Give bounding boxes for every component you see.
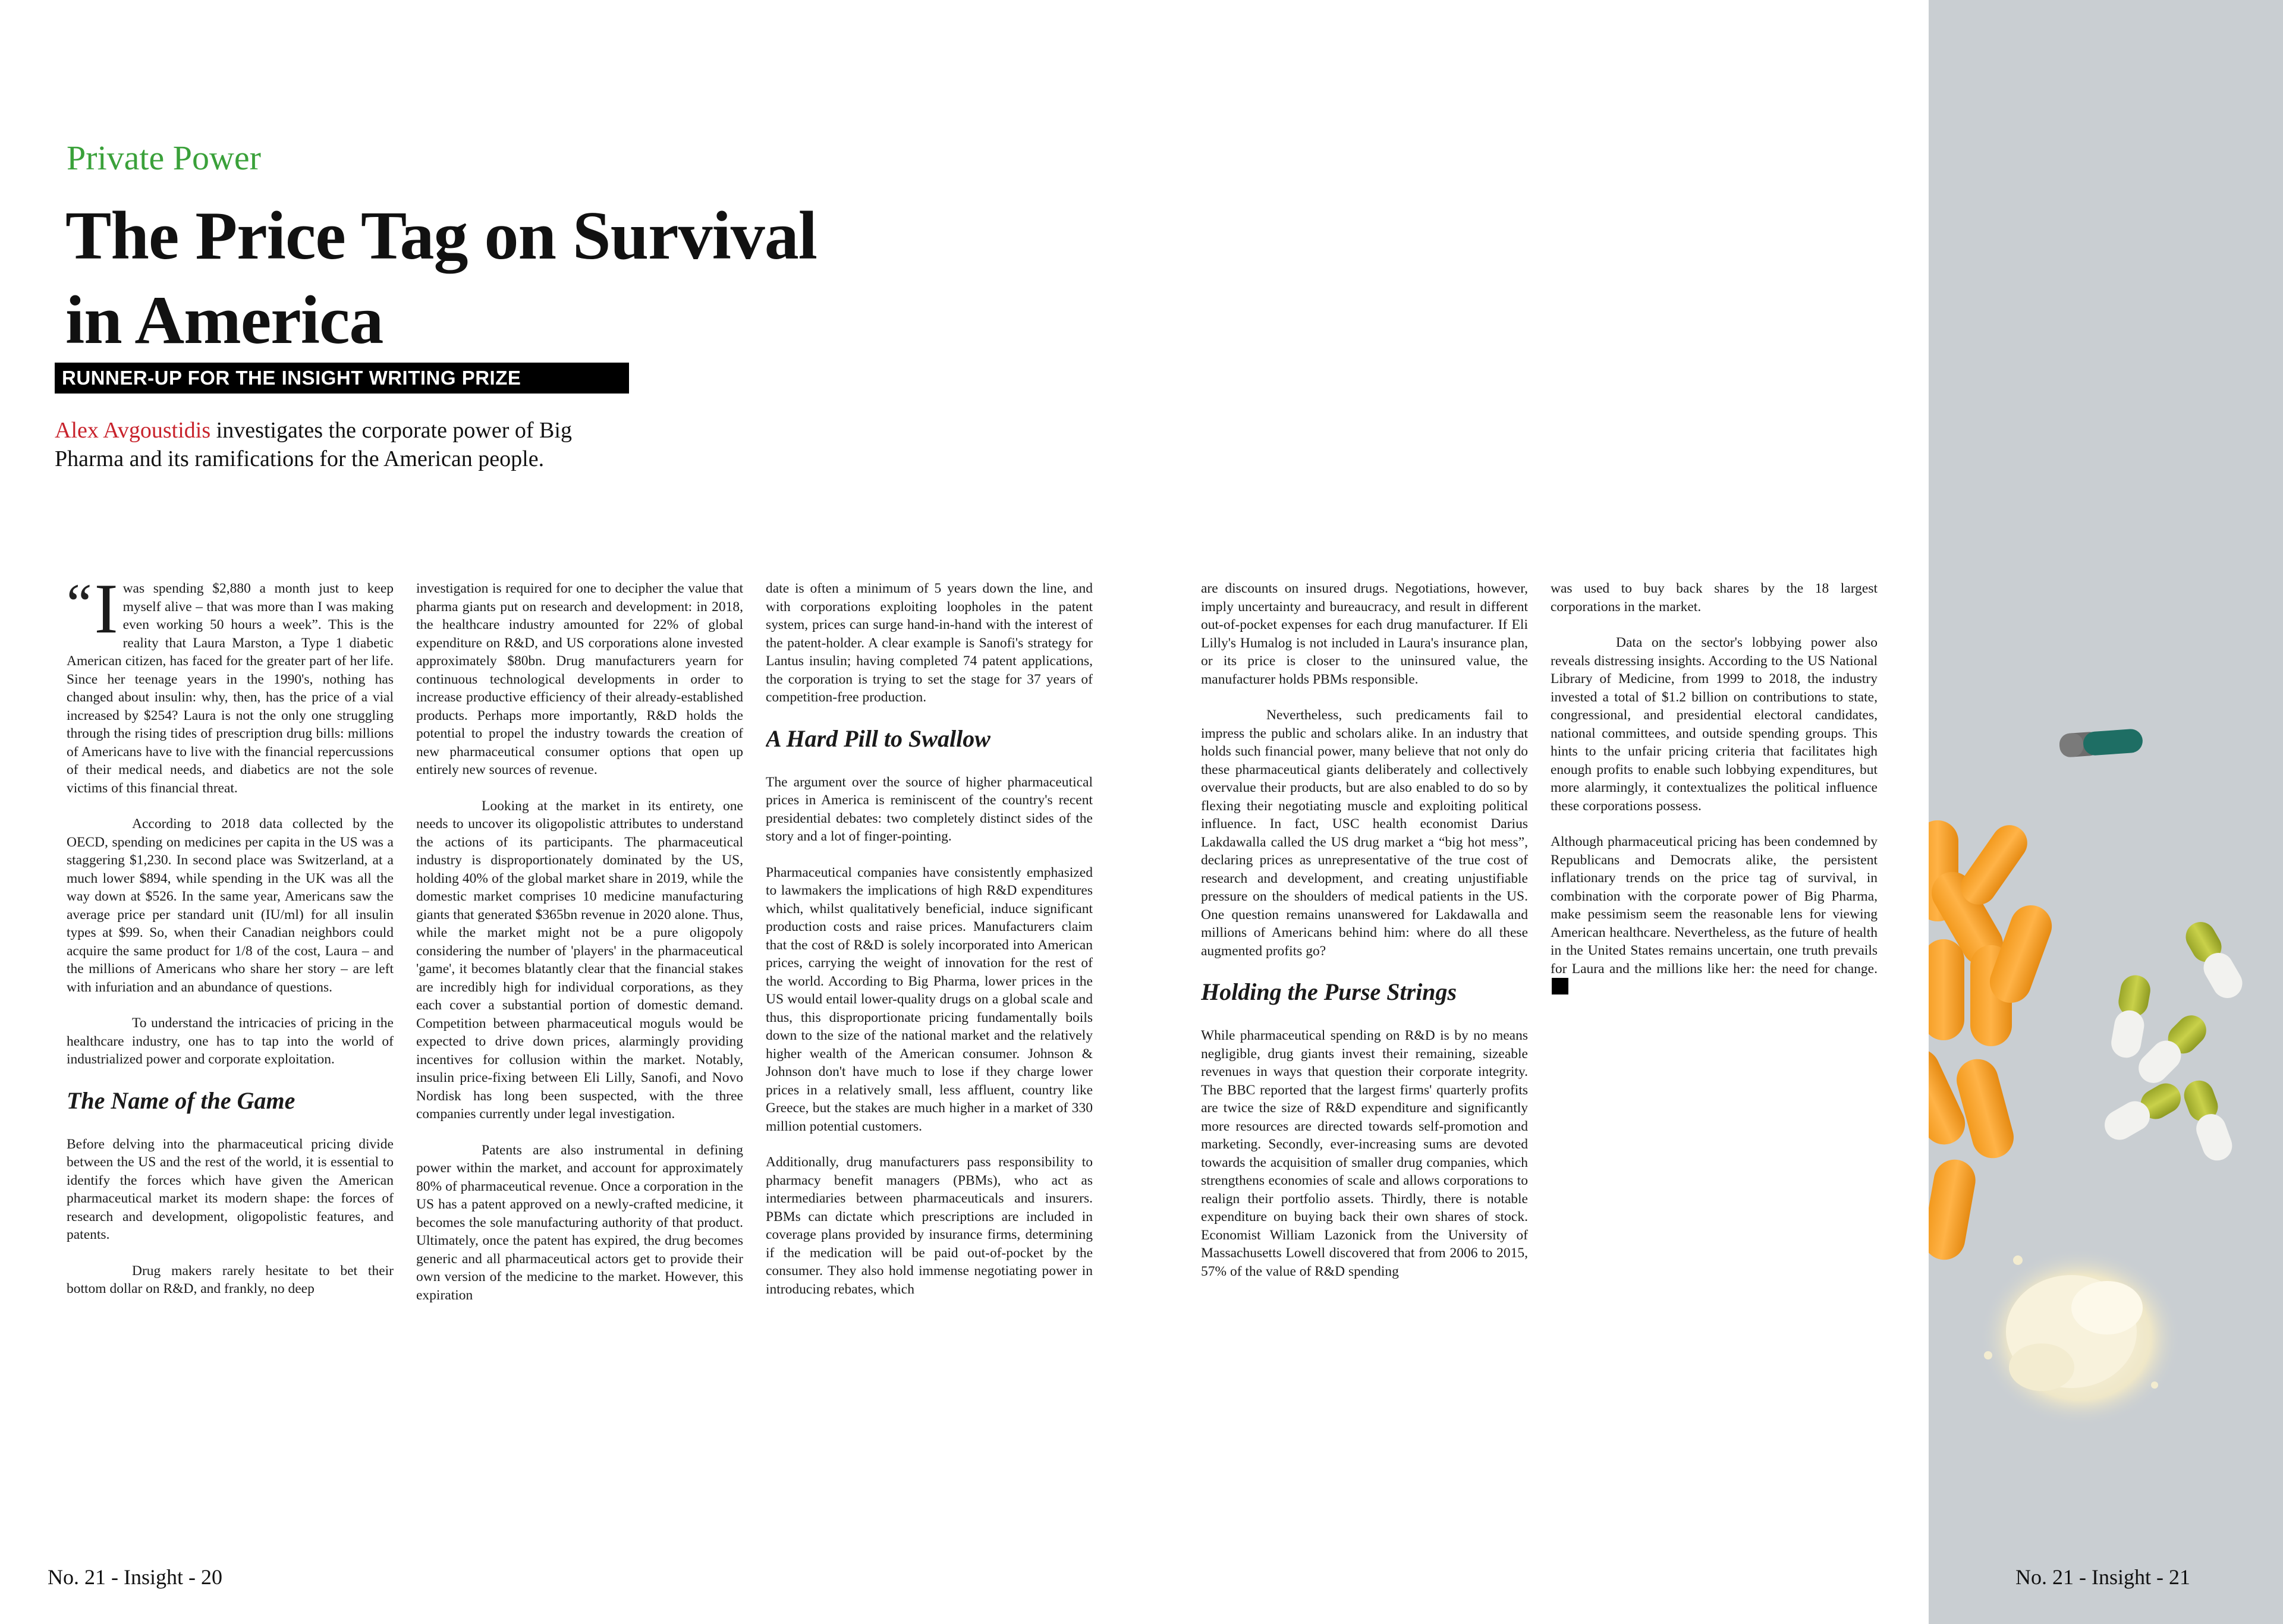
headline-line-1: The Price Tag on Survival xyxy=(65,198,817,274)
prize-banner: RUNNER-UP FOR THE INSIGHT WRITING PRIZE xyxy=(55,363,629,394)
paragraph: Nevertheless, such predicaments fail to impress the public and scholars alike. In an industry that holds such financial power, many believe that not only do these pharmaceutical giants deliberately and collectively overvalue their products, but are also enabled to do so by flexing their negotiating muscle and exploiting political influence. In fact, USC health economist Darius Lakdawalla called the US drug market a “big hot mess”, declaring prices as unrepresentative of the true cost of research and development, and creating unjustifiable pressure on the shoulders of medical patients in the US. One question remains unanswered for Lakdawalla and millions of Americans behind him: where do all these augmented profits go? xyxy=(1201,707,1528,959)
section-kicker: Private Power xyxy=(67,139,261,177)
article-column-5 xyxy=(1551,580,1878,1507)
subheading-purse-strings: Holding the Purse Strings xyxy=(1201,978,1457,1005)
green-capsules xyxy=(2099,917,2248,1165)
paragraph: While pharmaceutical spending on R&D is by no means negligible, drug giants invest their remaining, sizeable revenues in ways that question their corporate integrity. The BBC reported that the largest firms' quarterly profits are twice the size of R&D expenditure and significantly more resources are directed towards self-promotion and marketing. Secondly, ever-increasing sums are devoted towards the acquisition of smaller drug companies, which strengthens economies of scale and allows corporations to realign their portfolio assets. Thirdly, there is notable expenditure on buying back their own shares of stock. Economist William Lazonick from the University of Massachusetts Lowell discovered that from 2006 to 2015, 57% of the value of R&D spending xyxy=(1201,1028,1528,1279)
paragraph: Drug makers rarely hesitate to bet their bottom dollar on R&D, and frankly, no deep xyxy=(67,1263,394,1296)
standfirst xyxy=(55,416,637,473)
paragraph: Before delving into the pharmaceutical pricing divide between the US and the rest of the world, it is essential to identify the forces which have given the American pharmaceutical market its modern shape: the forces of research and development, oligopolistic features, and patents. xyxy=(67,1136,394,1242)
article-headline xyxy=(65,194,838,363)
paragraph: date is often a minimum of 5 years down the line, and with corporations exploiting loopholes in the patent system, prices can surge hand-in-hand with the interest of the patent-holder. A clear example is Sanofi's strategy for Lantus insulin; having completed 74 patent applications, the corporation is trying to set the stage for 37 years of competition-free production. xyxy=(766,581,1093,705)
paragraph: The argument over the source of higher pharmaceutical prices in America is reminiscent of the country's recent presidential debates: two completely distinct sides of the story and a lot of finger-pointing. xyxy=(766,774,1093,844)
paragraph: Looking at the market in its entirety, one needs to uncover its oligopolistic attributes to understand the actions of its participants. The pharmaceutical industry is disproportionately dominated by the US, holding 40% of the global market share in 2019, while the domestic market comprises 10 medicine manufacturing giants that generated $365bn revenue in 2020 alone. Thus, while the market might not be a pure oligopoly considering the number of 'players' in the pharmaceutical 'game', it becomes blatantly clear that the financial stakes are incredibly high for individual corporations, as they each cover a substantial portion of domestic demand. Competition between pharmaceutical moguls would be expected to drive down prices, alarmingly providing incentives for collusion within the market. Notably, insulin price-fixing between Eli Lilly, Sanofi, and Novo Nordisk has long been suspected, with the three companies currently under legal investigation. xyxy=(416,798,743,1122)
headline-line-2: in America xyxy=(65,282,383,358)
opening-quote-mark: “ xyxy=(67,580,92,635)
subheading-name-of-the-game: The Name of the Game xyxy=(67,1087,295,1114)
paragraph: investigation is required for one to decipher the value that pharma giants put on research and development: in 2018, the healthcare industry amounted for 22% of global expenditure on R&D, and US corporations alone invested approximately $80bn. Drug manufacturers yearn for continuous technological developments in order to increase productive efficiency of their already-established products. Perhaps more importantly, R&D holds the potential to propel the industry towards the creation of new pharmaceutical consumer options that open up entirely new sources of revenue. xyxy=(416,581,743,778)
end-of-article-mark xyxy=(1552,978,1568,994)
paragraph: Data on the sector's lobbying power also reveals distressing insights. According to the US National Library of Medicine, from 1999 to 2018, the industry invested a total of $1.2 billion on contributions to state, congressional, and presidential electoral candidates, national committees, and outside spending groups. This hints to the unfair pricing criteria that facilitates high enough profits to enable such lobbying expenditures, but more alarmingly, it contextualizes the political influence these corporations possess. xyxy=(1551,635,1878,814)
page-folio-right: No. 21 - Insight - 21 xyxy=(2015,1565,2190,1589)
pills-illustration xyxy=(1929,0,2283,1624)
paragraph xyxy=(1551,833,1878,997)
paragraph: Pharmaceutical companies have consistently emphasized to lawmakers the implications of high R&D expenditures which, whilst qualitatively beneficial, induce significant production costs and raise prices. Manufacturers claim that the cost of R&D is solely incorporated into American prices, carrying the weight of innovation for the rest of the world. According to Big Pharma, lower prices in the US would entail lower-quality drugs on a global scale and thus, this disproportionate pricing fundamentally boils down to the size of the national market and the relatively higher wealth of the American consumer. Johnson & Johnson don't have much to lose if they charge lower prices in a relatively small, less affluent, country like Greece, but the stakes are much higher in a market of 330 million potential customers. xyxy=(766,864,1093,1134)
paragraph-text: was spending $2,880 a month just to keep myself alive – that was more than I was making even working 50 hours a week”. This is the reality that Laura Marston, a Type 1 diabetic American citizen, has faced for the greater part of her life. Since her teenage years in the 1990's, nothing has changed about insulin: why, then, has the price of a vial increased by $254? Laura is not the only one struggling through the rising tides of prescription drug bills: millions of Americans have to live with the financial repercussions of their medical needs, and diabetics are not the sole victims of this financial threat. xyxy=(67,581,394,796)
drop-cap: I xyxy=(94,580,118,648)
paragraph: According to 2018 data collected by the OECD, spending on medicines per capita in the US was a staggering $1,230. In second place was Switzerland, at a much lower $894, while spending in the UK was all the way down at $526. In the same year, Americans saw the average price per standard unit (IU/ml) for all insulin types at $99. So, when their Canadian neighbors could acquire the same product for 1/8 of the cost, Laura – and the millions of Americans who share her story – are left with infuriation and an abundance of questions. xyxy=(67,816,394,995)
capsule-teal xyxy=(2059,728,2143,758)
article-column-3 xyxy=(766,580,1093,1507)
pills-photo xyxy=(1929,0,2283,1624)
paragraph: To understand the intricacies of pricing in the healthcare industry, one has to tap into the world of industrialized power and corporate exploitation. xyxy=(67,1015,394,1067)
subheading-hard-pill: A Hard Pill to Swallow xyxy=(766,725,990,752)
standfirst-text: investigates the corporate power of Big Pharma and its ramifications for the American people. xyxy=(55,418,572,471)
paragraph: was used to buy back shares by the 18 largest corporations in the market. xyxy=(1551,581,1878,615)
paragraph: are discounts on insured drugs. Negotiations, however, imply uncertainty and bureaucracy, and result in different out-of-pocket expenses for each drug manufacturer. If Eli Lilly's Humalog is not included in Laura's insurance plan, or its price is closer to the uninsured value, the manufacturer holds PBMs responsible. xyxy=(1201,581,1528,687)
article-column-2 xyxy=(416,580,743,1507)
white-powder xyxy=(1979,1248,2181,1427)
paragraph: Patents are also instrumental in defining power within the market, and account for approximately 80% of pharmaceutical revenue. Once a corporation in the US has a patent approved on a newly-crafted medicine, it becomes the sole manufacturing authority of that product. Ultimately, once the patent has expired, the drug becomes generic and all pharmaceutical actors get to provide their own version of the medicine to the market. However, this expiration xyxy=(416,1142,743,1303)
author-name: Alex Avgoustidis xyxy=(55,418,211,443)
article-column-1 xyxy=(67,580,394,1507)
orange-tablets xyxy=(1929,818,2058,1263)
paragraph-text: Although pharmaceutical pricing has been condemned by Republicans and Democrats alike, the persistent inflationary trends on the price tag of survival, in combination with the corporate power of Big Pharma, make pessimism seem the reasonable lens for viewing American healthcare. Nevertheless, as the future of health in the United States remains uncertain, one truth prevails for Laura and the millions like her: the need for change. xyxy=(1551,834,1878,977)
page-folio-left: No. 21 - Insight - 20 xyxy=(48,1565,222,1589)
paragraph: Additionally, drug manufacturers pass responsibility to pharmacy benefit managers (PBMs), who act as intermediaries between pharmaceuticals and insurers. PBMs can dictate which prescriptions are included in coverage plans provided by insurance firms, determining if the medication will be paid out-of-pocket by the consumer. They also hold immense negotiating power in introducing rebates, which xyxy=(766,1154,1093,1297)
paragraph xyxy=(67,580,394,797)
article-column-4 xyxy=(1201,580,1528,1507)
